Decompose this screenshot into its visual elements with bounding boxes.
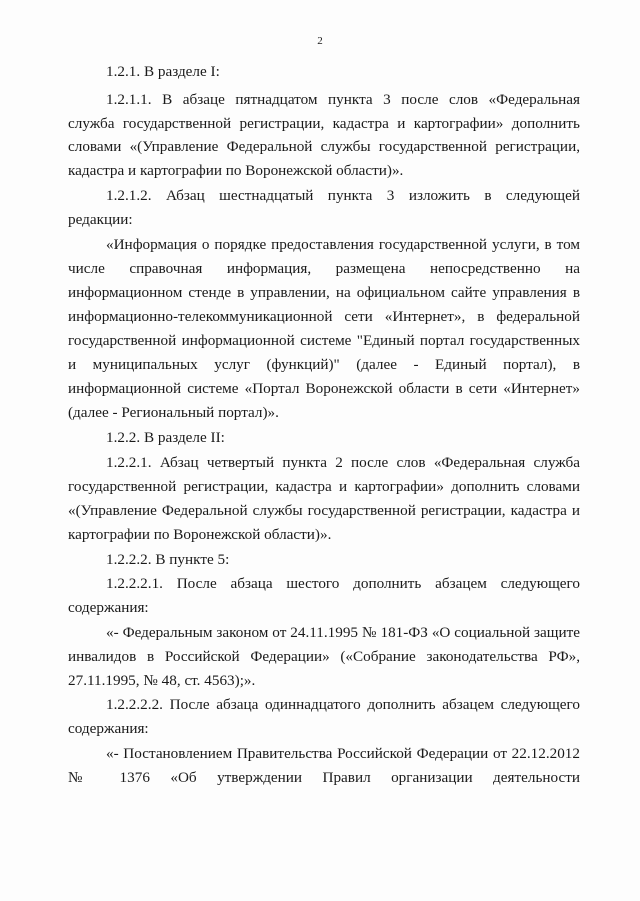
paragraph-line: 1.2.1.2. Абзац шестнадцатый пункта 3 изложить в следующей <box>106 187 580 204</box>
paragraph-line: содержания: <box>68 720 149 737</box>
paragraph-line: информационной системе «Портал Воронежской области в сети «Интернет» <box>68 380 580 397</box>
paragraph-line: «(Управление Федеральной службы государственной регистрации, кадастра и <box>68 502 580 519</box>
paragraph-line: государственной регистрации, кадастра и картографии» дополнить словами <box>68 478 580 495</box>
section-heading-1-2-2: 1.2.2. В разделе II: <box>106 429 225 446</box>
paragraph-line: 1.2.2.2.2. После абзаца одиннадцатого дополнить абзацем следующего <box>106 696 580 713</box>
paragraph-line: 1.2.1.1. В абзаце пятнадцатом пункта 3 после слов «Федеральная <box>106 91 580 108</box>
paragraph-line: инвалидов в Российской Федерации» («Собрание законодательства РФ», <box>68 648 580 665</box>
paragraph-line: информационном стенде в управлении, на официальном сайте управления в <box>68 284 580 301</box>
paragraph-line: числе справочная информация, размещена непосредственно на <box>68 260 580 277</box>
paragraph-line: «Информация о порядке предоставления государственной услуги, в том <box>106 236 580 253</box>
page-number: 2 <box>317 35 323 47</box>
paragraph-line: служба государственной регистрации, кадастра и картографии» дополнить <box>68 115 580 132</box>
paragraph-line: словами «(Управление Федеральной службы государственной регистрации, <box>68 138 580 155</box>
paragraph-line: и муниципальных услуг (функций)" (далее - Единый портал), в <box>68 356 580 373</box>
paragraph-line: информационно-телекоммуникационной сети «Интернет», в федеральной <box>68 308 580 325</box>
paragraph-line: содержания: <box>68 599 149 616</box>
paragraph-line: № 1376 «Об утверждении Правил организации деятельности <box>68 769 580 786</box>
paragraph-line: (далее - Региональный портал)». <box>68 404 279 421</box>
paragraph-line: 1.2.2.2. В пункте 5: <box>106 551 230 568</box>
section-heading-1-2-1: 1.2.1. В разделе I: <box>106 63 220 80</box>
paragraph-line: 27.11.1995, № 48, ст. 4563);». <box>68 672 256 689</box>
paragraph-line: «- Постановлением Правительства Российской Федерации от 22.12.2012 <box>106 745 580 762</box>
paragraph-line: 1.2.2.1. Абзац четвертый пункта 2 после слов «Федеральная служба <box>106 454 580 471</box>
paragraph-line: кадастра и картографии по Воронежской области)». <box>68 162 404 179</box>
paragraph-line: государственной информационной системе "Единый портал государственных <box>68 332 580 349</box>
paragraph-line: картографии по Воронежской области)». <box>68 526 332 543</box>
paragraph-line: «- Федеральным законом от 24.11.1995 № 181-ФЗ «О социальной защите <box>106 624 580 641</box>
paragraph-line: 1.2.2.2.1. После абзаца шестого дополнить абзацем следующего <box>106 575 580 592</box>
paragraph-line: редакции: <box>68 211 133 228</box>
